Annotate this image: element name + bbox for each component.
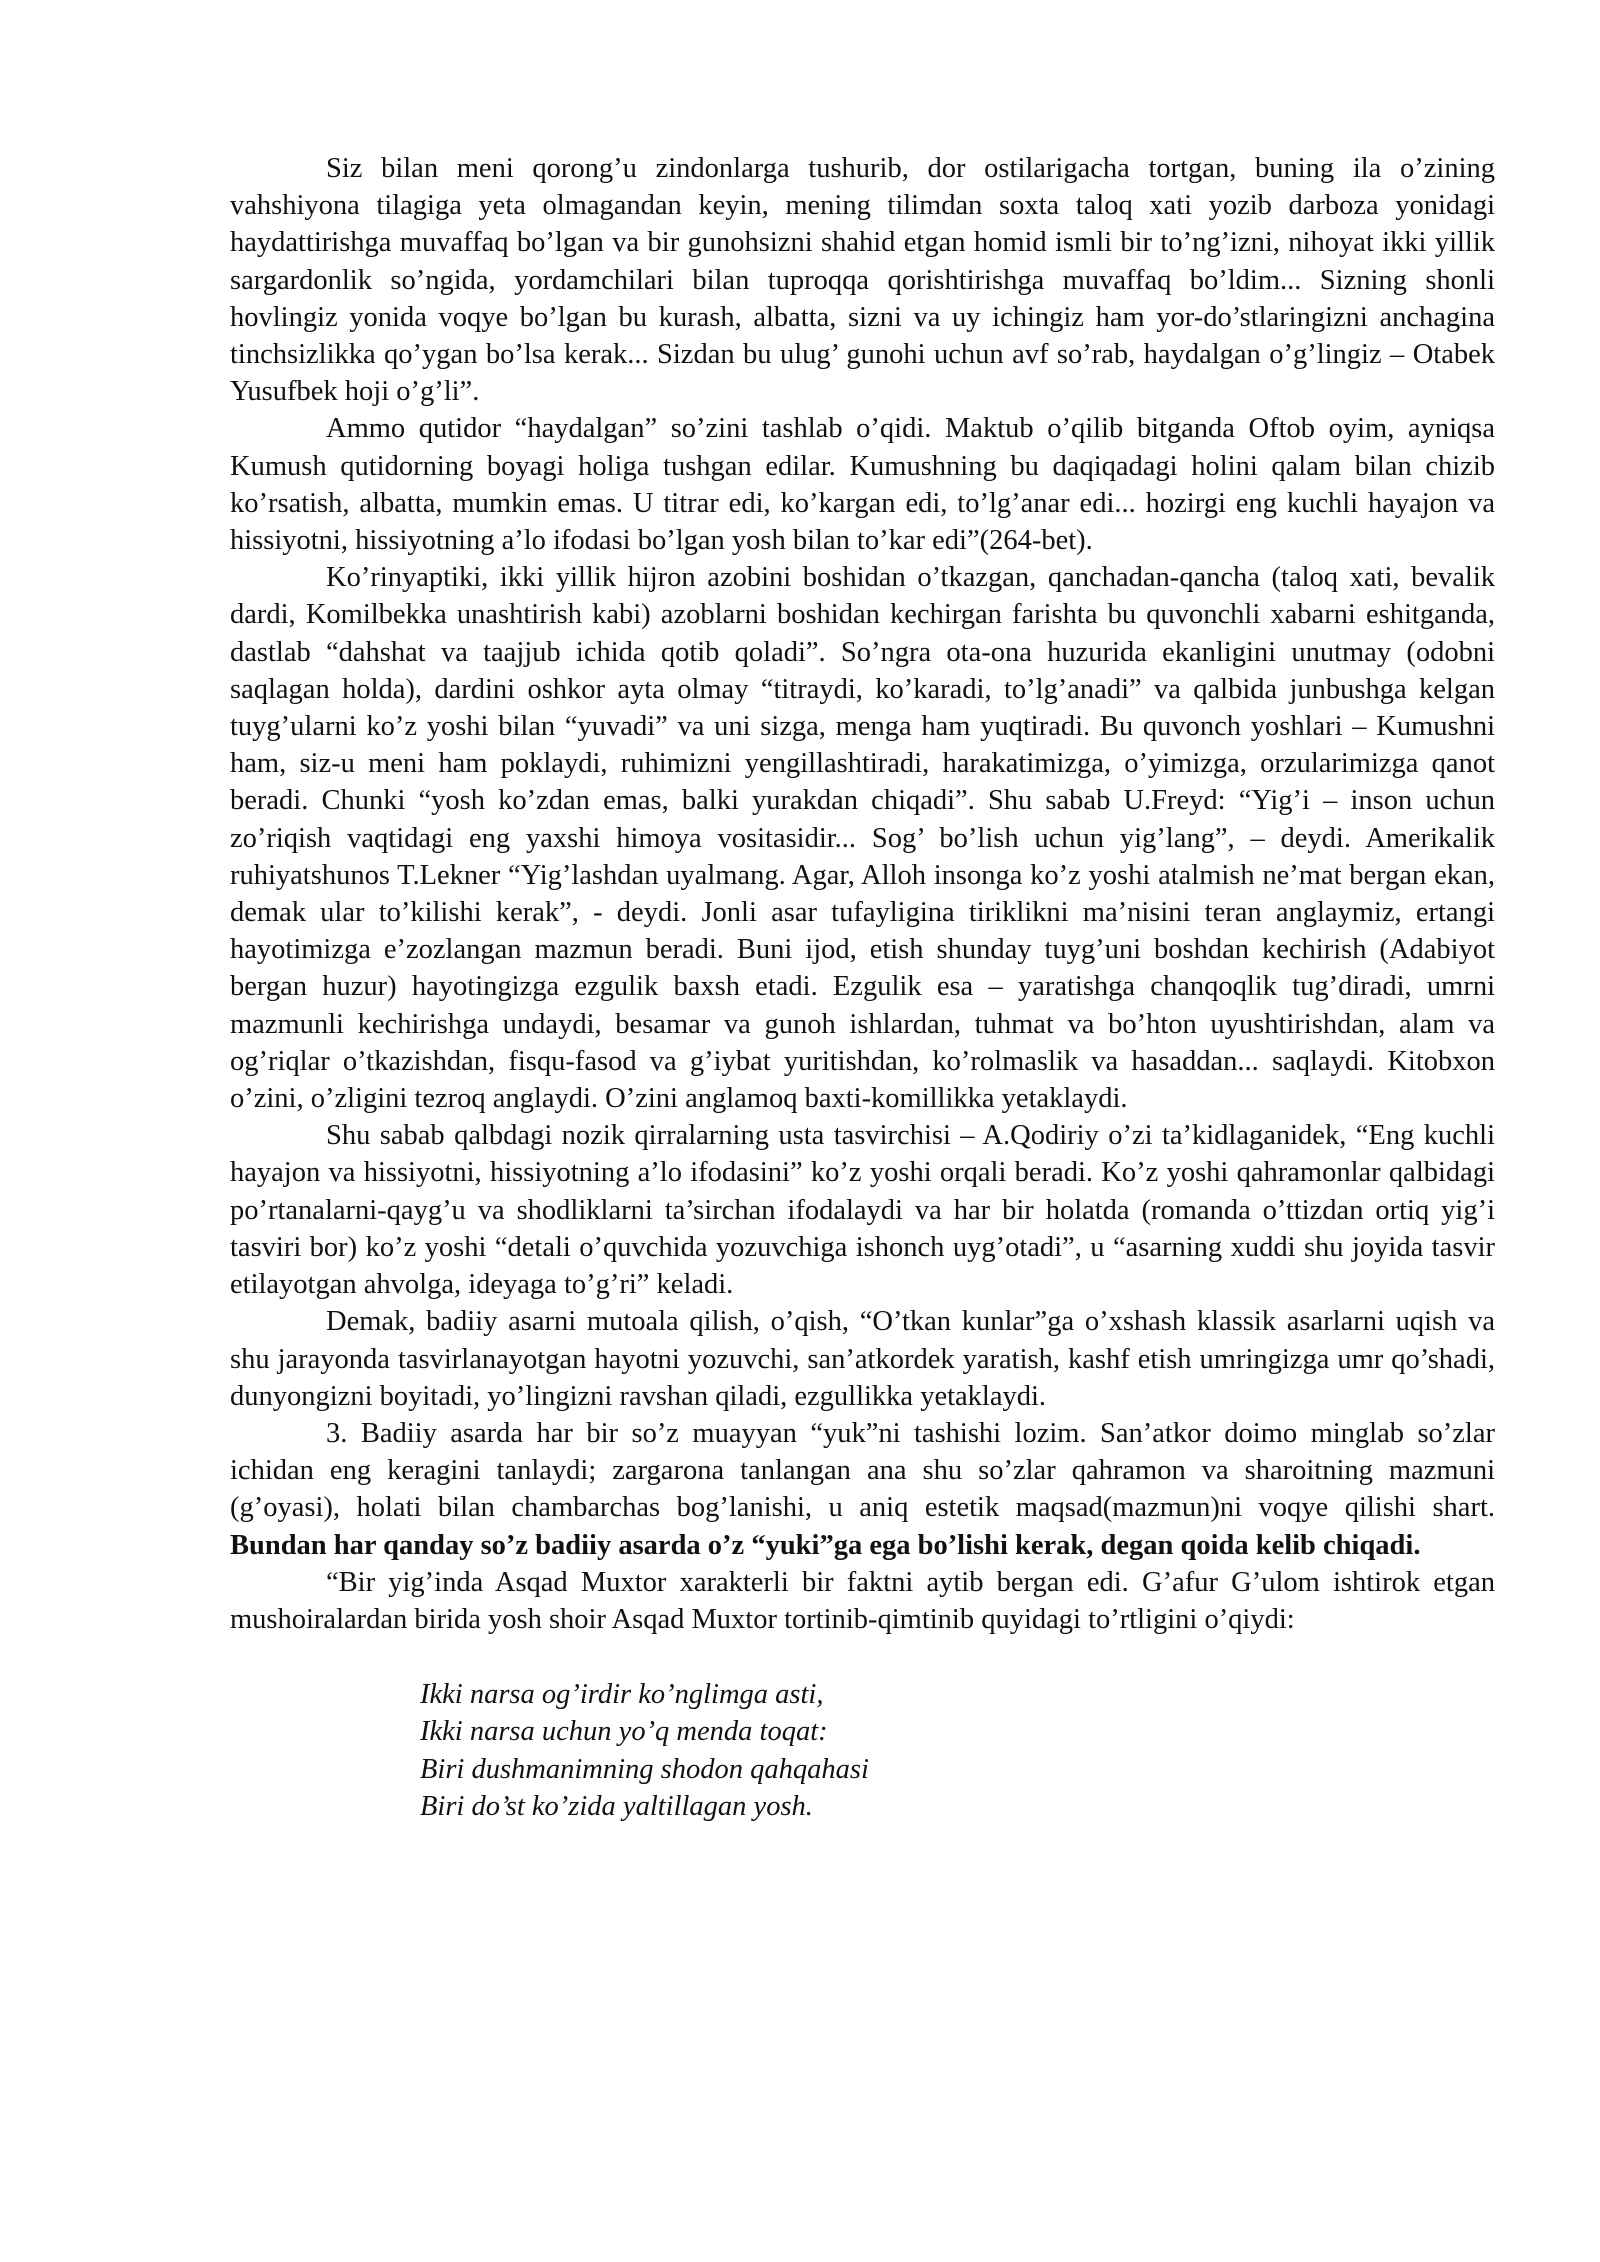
paragraph-qodiriy-detail [230,1117,1495,1303]
document-page [230,150,1495,1825]
paragraph-bold-rule: Bundan har qanday so’z badiiy asarda o’z “yuki”ga ega bo’lishi kerak, degan qoida kelib chiqadi. [230,1529,1421,1561]
paragraph-conclusion [230,1303,1495,1415]
paragraph-text: Siz bilan meni qorong’u zindonlarga tushurib, dor ostilarigacha tortgan, buning ila o’zining vahshiyona tilagiga yeta olmagandan keyin, mening tilimdan soxta taloq xati yozib darboza yonidagi haydattirishga muvaffaq bo’lgan va bir gunohsizni shahid etgan homid ismli bir to’ng’izni, nihoyat ikki yillik sargardonlik so’ngida, yordamchilari bilan tuproqqa qorishtirishga muvaffaq bo’ldim... Sizning shonli hovlingiz yonida voqye bo’lgan bu kurash, albatta, sizni va uy ichingiz ham yor-do’stlaringizni anchagina tinchsizlikka qo’ygan bo’lsa kerak... Sizdan bu ulug’ gunohi uchun avf so’rab, haydalgan o’g’lingiz – Otabek Yusufbek hoji o’g’li”. [230,153,1495,408]
poem-line: Biri do’st ko’zida yaltillagan yosh. [420,1790,813,1822]
paragraph-letter-ending [230,150,1495,410]
paragraph-text: Ko’rinyaptiki, ikki yillik hijron azobini boshidan o’tkazgan, qanchadan-qancha (taloq xati, bevalik dardi, Komilbekka unashtirish kabi) azoblarni boshidan kechirgan farishta bu quvonchli xabarni eshitganda, dastlab “dahshat va taajjub ichida qotib qoladi”. So’ngra ota-ona huzurida ekanligini unutmay (odobni saqlagan holda), dardini oshkor ayta olmay “titraydi, ko’karadi, to’lg’anadi” va qalbida junbushga kelgan tuyg’ularni ko’z yoshi bilan “yuvadi” va uni sizga, menga ham yuqtiradi. Bu quvonch yoshlari – Kumushni ham, siz-u meni ham poklaydi, ruhimizni yengillashtiradi, harakatimizga, o’yimizga, orzularimizga qanot beradi. Chunki “yosh ko’zdan emas, balki yurakdan chiqadi”. Shu sabab U.Freyd: “Yig’i – inson uchun zo’riqish vaqtidagi eng yaxshi himoya vositasidir... Sog’ bo’lish uchun yig’lang”, – deydi. Amerikalik ruhiyatshunos T.Lekner “Yig’lashdan uyalmang. Agar, Alloh insonga ko’z yoshi atalmish ne’mat bergan ekan, demak ular to’kilishi kerak”, - deydi. Jonli asar tufayligina tiriklikni ma’nisini teran anglaymiz, ertangi hayotimizga e’zozlangan mazmun beradi. Buni ijod, etish shunday tuyg’uni boshdan kechirish (Adabiyot bergan huzur) hayotingizga ezgulik baxsh etadi. Ezgulik esa – yaratishga chanqoqlik tug’diradi, umrni mazmunli kechirishga undaydi, besamar va gunoh ishlardan, tuhmat va bo’hton uyushtirishdan, alam va og’riqlar o’tkazishdan, fisqu-fasod va g’iybat yuritishdan, ko’rolmaslik va hasaddan... saqlaydi. Kitobxon o’zini, o’zligini tezroq anglaydi. O’zini anglamoq baxti-komillikka yetaklaydi. [230,562,1495,1115]
poem-line: Ikki narsa og’irdir ko’nglimga asti, [420,1679,824,1711]
paragraph-asqad-muxtor [230,1564,1495,1638]
poem-line: Ikki narsa uchun yo’q menda toqat: [420,1716,828,1748]
paragraph-text: Demak, badiiy asarni mutoala qilish, o’qish, “O’tkan kunlar”ga o’xshash klassik asarlarni uqish va shu jarayonda tasvirlanayotgan hayotni yozuvchi, san’atkordek yaratish, kashf etish umringizga umr qo’shadi, dunyongizni boyitadi, yo’lingizni ravshan qiladi, ezgullikka yetaklaydi. [230,1306,1495,1412]
paragraph-text: 3. Badiiy asarda har bir so’z muayyan “yuk”ni tashishi lozim. San’atkor doimo minglab so’zlar ichidan eng keragini tanlaydi; zargarona tanlangan ana shu so’zlar qahramon va sharoitning mazmuni (g’oyasi), holati bilan chambarchas bog’lanishi, u aniq estetik maqsad(mazmun)ni voqye qilishi shart. [230,1417,1495,1524]
paragraph-text: “Bir yig’inda Asqad Muxtor xarakterli bir faktni aytib bergan edi. G’afur G’ulom ishtirok etgan mushoiralardan birida yosh shoir Asqad Muxtor tortinib-qimtinib quyidagi to’rtligini o’qiydi: [230,1566,1495,1635]
quatrain-poem [420,1676,1495,1825]
poem-line: Biri dushmanimning shodon qahqahasi [420,1753,869,1785]
paragraph-analysis-tears [230,559,1495,1117]
paragraph-text: Shu sabab qalbdagi nozik qirralarning usta tasvirchisi – A.Qodiriy o’zi ta’kidlaganidek, “Eng kuchli hayajon va hissiyotni, hissiyotning a’lo ifodasini” ko’z yoshi orqali beradi. Ko’z yoshi qahramonlar qalbidagi po’rtanalarni-qayg’u va shodliklarni ta’sirchan ifodalaydi va har bir holatda (romanda o’ttizdan ortiq yig’i tasviri bor) ko’z yoshi “detali o’quvchida yozuvchiga ishonch uyg’otadi”, u “asarning xuddi shu joyida tasvir etilayotgan ahvolga, ideyaga to’g’ri” keladi. [230,1120,1495,1301]
paragraph-qutidor-reading [230,410,1495,559]
paragraph-section-3 [230,1415,1495,1564]
paragraph-text: Ammo qutidor “haydalgan” so’zini tashlab o’qidi. Maktub o’qilib bitganda Oftob oyim, ayniqsa Kumush qutidorning boyagi holiga tushgan edilar. Kumushning bu daqiqadagi holini qalam bilan chizib ko’rsatish, albatta, mumkin emas. U titrar edi, ko’kargan edi, to’lg’anar edi... hozirgi eng kuchli hayajon va hissiyotni, hissiyotning a’lo ifodasi bo’lgan yosh bilan to’kar edi”(264-bet). [230,413,1495,557]
